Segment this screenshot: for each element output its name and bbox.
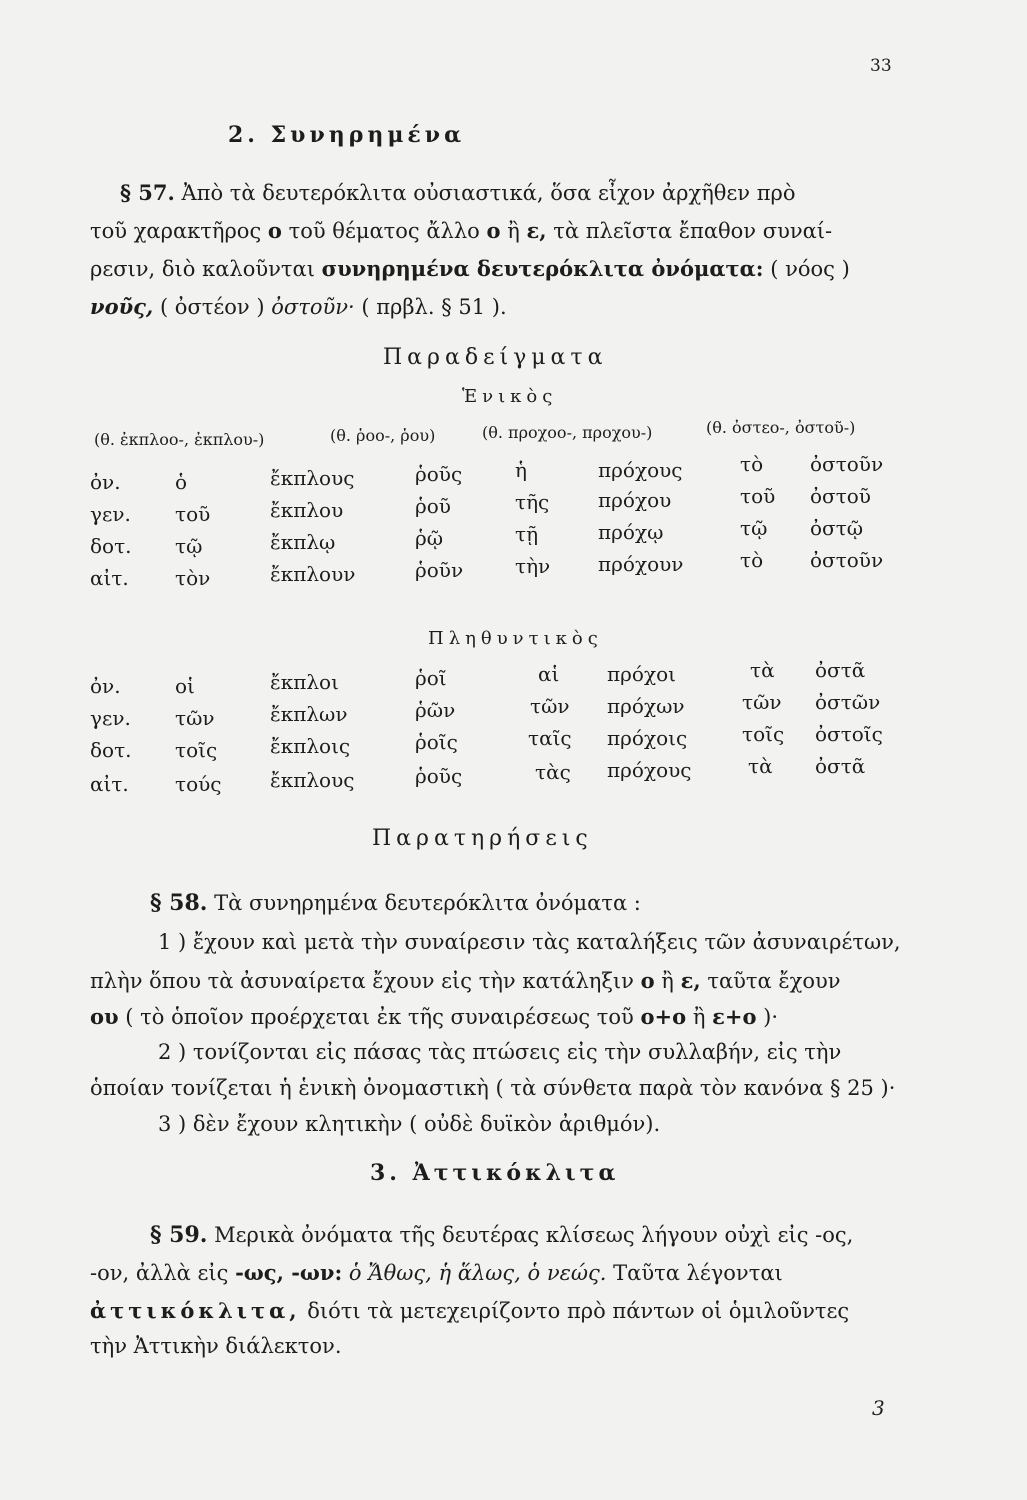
p57-line-3 bbox=[90, 256, 850, 281]
p57-line-2 bbox=[90, 218, 832, 243]
p58-line-5: ὁποίαν τονίζεται ἡ ἑνικὴ ὀνομαστικὴ ( τὰ σύνθετα παρὰ τὸν κανόνα § 25 )· bbox=[90, 1076, 896, 1100]
sg-case-nom: ὀν. bbox=[90, 470, 121, 494]
sg-art-1: τὸν bbox=[175, 566, 211, 590]
p58-line-1: 1 ) ἔχουν καὶ μετὰ τὴν συναίρεσιν τὰς καταλήξεις τῶν ἀσυναιρέτων, bbox=[158, 930, 901, 954]
p59-text-2a: -ον, ἀλλὰ εἰς bbox=[90, 1261, 229, 1285]
p58-text-3b: ( τὸ ὁποῖον προέρχεται ἐκ τῆς συναιρέσεως τοῦ bbox=[125, 1005, 634, 1029]
sg-noun-4: ὀστοῦ bbox=[810, 484, 871, 508]
p58-text-3d: ἢ bbox=[692, 1005, 706, 1029]
pl-noun-3: πρόχων bbox=[607, 694, 685, 718]
sg-noun-1: ἔκπλου bbox=[270, 498, 344, 522]
sg-case-gen: γεν. bbox=[90, 502, 131, 526]
pl-noun-1: ἔκπλοις bbox=[270, 734, 351, 758]
sg-art-3: ἡ bbox=[515, 458, 527, 482]
p59-endings-bold: -ως, -ων: bbox=[235, 1260, 343, 1285]
pl-case-dat: δοτ. bbox=[90, 738, 132, 762]
sg-noun-1: ἔκπλουν bbox=[270, 562, 356, 586]
p58-line-2 bbox=[90, 968, 841, 993]
pl-noun-4: ὀστᾶ bbox=[815, 658, 866, 682]
sg-noun-2: ῥοῦν bbox=[415, 558, 464, 582]
pl-noun-4: ὀστῶν bbox=[815, 690, 881, 714]
sg-art-4: τοῦ bbox=[740, 484, 776, 508]
sg-noun-3: πρόχῳ bbox=[598, 520, 664, 544]
pl-noun-2: ῥῶν bbox=[415, 698, 456, 722]
p57-text-2a: τοῦ χαρακτῆρος bbox=[90, 219, 262, 243]
pl-noun-2: ῥοῖς bbox=[415, 730, 458, 754]
p58-o-plus-o: o+o bbox=[640, 1004, 687, 1029]
stem-2: (θ. ῥοο-, ῥου) bbox=[330, 426, 436, 445]
plural-heading: Πληθυντικὸς bbox=[428, 628, 603, 649]
pl-art-3: αἱ bbox=[538, 662, 560, 686]
p59-attikoklita: ἀττικόκλιτα, bbox=[90, 1298, 301, 1323]
p57-text-2c: τοῦ θέματος ἄλλο bbox=[288, 219, 480, 243]
sg-art-1: τοῦ bbox=[175, 502, 211, 526]
p59-examples: ὁ Ἄθως, ἡ ἅλως, ὁ νεώς. bbox=[348, 1261, 607, 1285]
section-heading-attic: 3. Ἀττικόκλιτα bbox=[370, 1160, 620, 1186]
pl-art-1: τοῖς bbox=[175, 738, 218, 762]
p57-text-4d: ( πρβλ. § 51 ). bbox=[361, 295, 507, 319]
p58-text-2c: ἢ bbox=[661, 969, 674, 993]
stem-4: (θ. ὀστεο-, ὀστοῦ-) bbox=[706, 418, 856, 437]
sg-noun-2: ῥοῦ bbox=[415, 494, 451, 518]
p57-text-1: Ἀπὸ τὰ δευτερόκλιτα οὐσιαστικά, ὅσα εἶχον ἀρχῆθεν πρὸ bbox=[181, 181, 796, 205]
pl-art-1: τῶν bbox=[175, 706, 215, 730]
sg-noun-4: ὀστοῦν bbox=[810, 452, 884, 476]
pl-art-1: τούς bbox=[175, 772, 222, 796]
pl-noun-3: πρόχοις bbox=[607, 726, 688, 750]
p57-text-3a: ρεσιν, διὸ καλοῦνται bbox=[90, 257, 315, 281]
sg-art-4: τὸ bbox=[740, 548, 764, 572]
pl-noun-4: ὀστᾶ bbox=[815, 754, 866, 778]
stem-3: (θ. προχοο-, προχου-) bbox=[482, 423, 653, 442]
sg-noun-3: πρόχουν bbox=[598, 552, 684, 576]
pl-art-3: ταῖς bbox=[528, 726, 572, 750]
sg-art-4: τὸ bbox=[740, 452, 764, 476]
section-heading-contracted: 2. Συνηρημένα bbox=[228, 122, 466, 148]
pl-case-acc: αἰτ. bbox=[90, 772, 129, 796]
p58-letter-e: ε, bbox=[680, 968, 701, 993]
sg-noun-4: ὀστοῦν bbox=[810, 548, 884, 572]
p59-line-3 bbox=[90, 1298, 849, 1323]
pl-art-3: τῶν bbox=[530, 694, 570, 718]
sg-art-1: ὁ bbox=[175, 470, 188, 494]
p58-text-3f: )· bbox=[763, 1005, 779, 1029]
stem-1: (θ. ἐκπλοο-, ἐκπλου-) bbox=[94, 430, 265, 449]
sg-noun-2: ῥῷ bbox=[415, 526, 444, 550]
sg-case-acc: αἰτ. bbox=[90, 566, 129, 590]
p58-text-2e: ταῦτα ἔχουν bbox=[707, 969, 841, 993]
pl-art-4: τὰ bbox=[748, 754, 773, 778]
p57-text-2e: ἢ bbox=[507, 219, 520, 243]
sg-noun-1: ἔκπλους bbox=[270, 466, 355, 490]
pl-noun-4: ὀστοῖς bbox=[815, 722, 883, 746]
p58-line-4: 2 ) τονίζονται εἰς πάσας τὰς πτώσεις εἰς τὴν συλλαβήν, εἰς τὴν bbox=[158, 1040, 842, 1064]
sg-art-3: τὴν bbox=[515, 554, 551, 578]
p58-line-3 bbox=[90, 1004, 778, 1029]
pl-noun-2: ῥοῦς bbox=[415, 764, 463, 788]
pl-case-nom: ὀν. bbox=[90, 674, 121, 698]
p58-intro: Τὰ συνηρημένα δευτερόκλιτα ὀνόματα : bbox=[214, 891, 641, 915]
p57-letter-e: ε, bbox=[526, 218, 547, 243]
pl-art-3: τὰς bbox=[535, 760, 571, 784]
p58-line-0 bbox=[150, 890, 641, 916]
pl-noun-1: ἔκπλοι bbox=[270, 670, 339, 694]
p57-line-1 bbox=[120, 180, 796, 205]
p57-number: § 57. bbox=[120, 180, 175, 205]
p57-example-nous: νοῦς, bbox=[90, 294, 154, 319]
sg-art-4: τῷ bbox=[740, 516, 768, 540]
sg-noun-4: ὀστῷ bbox=[810, 516, 864, 540]
p59-line-4: τὴν Ἀττικὴν διάλεκτον. bbox=[90, 1334, 342, 1358]
pl-art-4: τῶν bbox=[742, 690, 782, 714]
page-number: 33 bbox=[870, 56, 892, 76]
p59-text-1: Μερικὰ ὀνόματα τῆς δευτέρας κλίσεως λήγουν οὐχὶ εἰς -ος, bbox=[214, 1223, 854, 1247]
p58-ending-ou: ου bbox=[90, 1004, 119, 1029]
p58-number: § 58. bbox=[150, 890, 208, 916]
pl-art-1: οἱ bbox=[175, 674, 195, 698]
p57-letter-o-2: o bbox=[486, 218, 501, 243]
p57-example-ostoun: ὀστοῦν· bbox=[271, 295, 355, 319]
pl-noun-1: ἔκπλους bbox=[270, 768, 355, 792]
p59-number: § 59. bbox=[150, 1222, 208, 1248]
paradigms-heading: Παραδείγματα bbox=[383, 345, 608, 370]
singular-heading: Ἑνικὸς bbox=[462, 386, 558, 407]
p59-line-2 bbox=[90, 1260, 783, 1285]
pl-art-4: τὰ bbox=[750, 658, 775, 682]
p57-text-4b: ( ὀστέον ) bbox=[159, 295, 265, 319]
sg-noun-1: ἔκπλῳ bbox=[270, 530, 336, 554]
sg-art-3: τῆς bbox=[515, 490, 550, 514]
remarks-heading: Παρατηρήσεις bbox=[372, 826, 593, 851]
p57-text-3c: ( νόος ) bbox=[770, 257, 850, 281]
p57-term-bold: συνηρημένα δευτερόκλιτα ὀνόματα: bbox=[321, 256, 764, 281]
p57-line-4 bbox=[90, 294, 507, 319]
pl-noun-1: ἔκπλων bbox=[270, 702, 348, 726]
sg-noun-3: πρόχου bbox=[598, 488, 672, 512]
sg-noun-3: πρόχους bbox=[598, 458, 683, 482]
p57-letter-o: o bbox=[267, 218, 282, 243]
sg-noun-2: ῥοῦς bbox=[415, 462, 463, 486]
p58-e-plus-o: ε+o bbox=[712, 1004, 757, 1029]
p58-text-2a: πλὴν ὅπου τὰ ἀσυναίρετα ἔχουν εἰς τὴν κατάληξιν bbox=[90, 969, 634, 993]
pl-noun-3: πρόχους bbox=[607, 758, 692, 782]
pl-noun-2: ῥοῖ bbox=[415, 666, 447, 690]
p59-line-1 bbox=[150, 1222, 853, 1248]
p58-letter-o: o bbox=[640, 968, 655, 993]
p58-line-6: 3 ) δὲν ἔχουν κλητικὴν ( οὐδὲ δυϊκὸν ἀριθμόν). bbox=[158, 1112, 661, 1136]
sg-art-3: τῇ bbox=[515, 522, 539, 546]
p57-text-2g: τὰ πλεῖστα ἔπαθον συναί- bbox=[553, 219, 833, 243]
p59-text-3b: διότι τὰ μετεχειρίζοντο πρὸ πάντων οἱ ὁμιλοῦντες bbox=[307, 1299, 850, 1323]
pl-case-gen: γεν. bbox=[90, 706, 131, 730]
p59-text-2d: Ταῦτα λέγονται bbox=[613, 1261, 783, 1285]
footer-signature-number: 3 bbox=[872, 1396, 885, 1420]
pl-art-4: τοῖς bbox=[742, 722, 785, 746]
sg-case-dat: δοτ. bbox=[90, 534, 132, 558]
pl-noun-3: πρόχοι bbox=[607, 662, 676, 686]
sg-art-1: τῷ bbox=[175, 534, 203, 558]
